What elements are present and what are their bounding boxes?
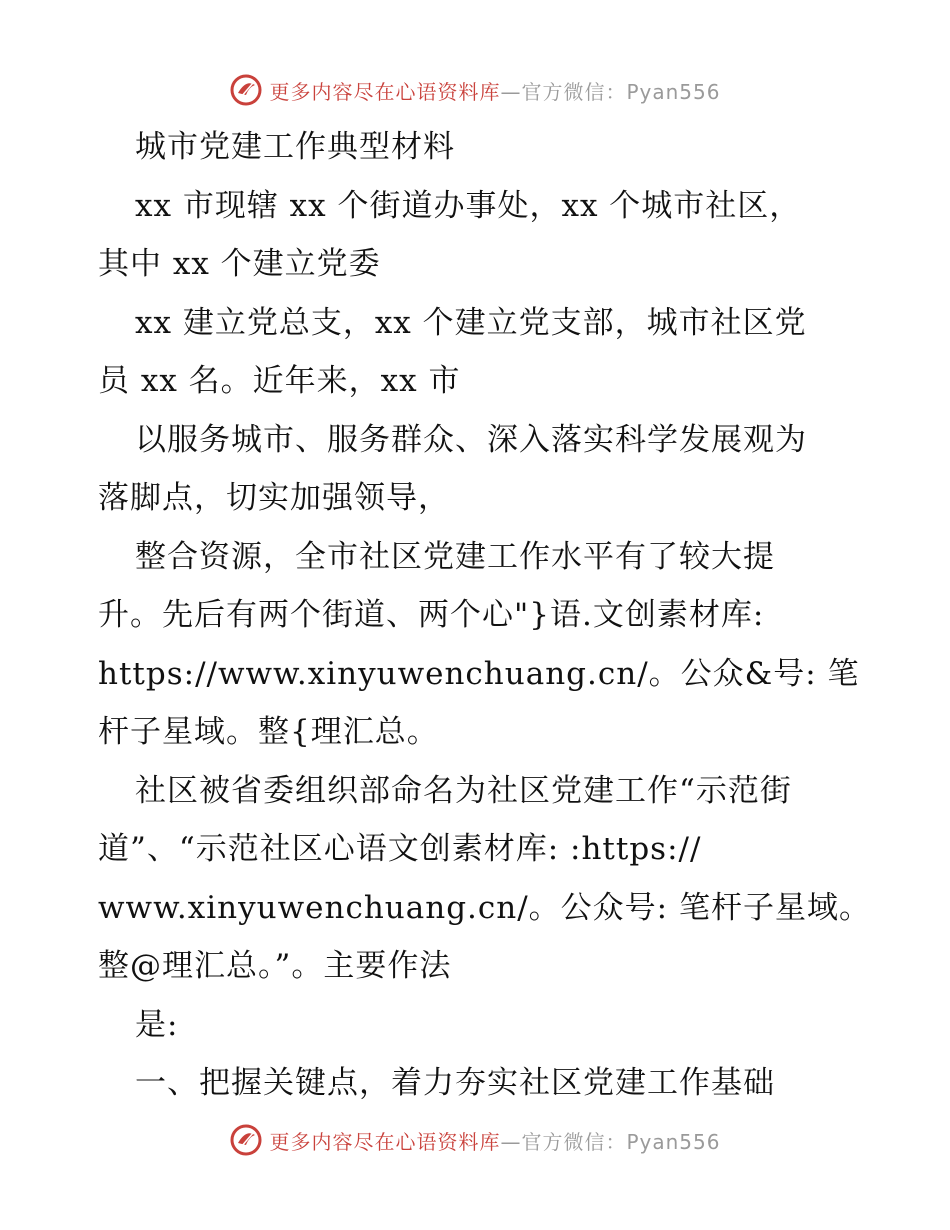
header-banner-wechat: 官方微信：Pyan556 (521, 79, 721, 104)
footer-banner-main: 更多内容尽在心语资料库 (269, 1129, 501, 1154)
text-line: 其中 xx 个建立党委 (98, 246, 381, 282)
text-line: 以服务城市、服务群众、深入落实科学发展观为 (135, 421, 807, 458)
text-line: 杆子星域。整{理汇总。 (98, 714, 439, 750)
section-heading: 一、把握关键点，着力夯实社区党建工作基础 (135, 1065, 775, 1101)
text-line: 道”、“示范社区心语文创素材库: :https:// (98, 831, 702, 867)
text-line: 落脚点，切实加强领导， (98, 480, 450, 516)
header-banner (0, 70, 950, 110)
header-banner-separator: — (500, 79, 522, 104)
footer-banner-inner (229, 1123, 720, 1157)
footer-banner-text (269, 1126, 720, 1155)
text-line: 整合资源，全市社区党建工作水平有了较大提 (135, 538, 775, 575)
header-banner-inner (229, 73, 720, 107)
text-line: 是: (135, 1006, 179, 1043)
footer-banner-separator: — (500, 1129, 522, 1154)
header-banner-text (269, 76, 720, 105)
brand-logo-icon (229, 73, 263, 107)
text-line: xx 建立党总支，xx 个建立党支部，城市社区党 (135, 304, 807, 341)
brand-logo-icon (229, 1123, 263, 1157)
footer-banner (0, 1120, 950, 1160)
text-line: 整@理汇总。”。主要作法 (98, 948, 452, 984)
text-line: https://www.xinyuwenchuang.cn/。公众&号: 笔 (98, 655, 860, 692)
text-line: 社区被省委组织部命名为社区党建工作“示范街 (135, 772, 792, 809)
document-title: 城市党建工作典型材料 (135, 129, 455, 165)
text-line: www.xinyuwenchuang.cn/。公众号: 笔杆子星域。 (98, 889, 871, 926)
footer-banner-wechat: 官方微信：Pyan556 (521, 1129, 721, 1154)
text-line: 升。先后有两个街道、两个心"}语.文创素材库: (98, 597, 765, 633)
text-line: xx 市现辖 xx 个街道办事处，xx 个城市社区， (135, 187, 802, 224)
text-line: 员 xx 名。近年来，xx 市 (98, 363, 461, 399)
document-body (98, 118, 871, 1113)
header-banner-main: 更多内容尽在心语资料库 (269, 79, 501, 104)
